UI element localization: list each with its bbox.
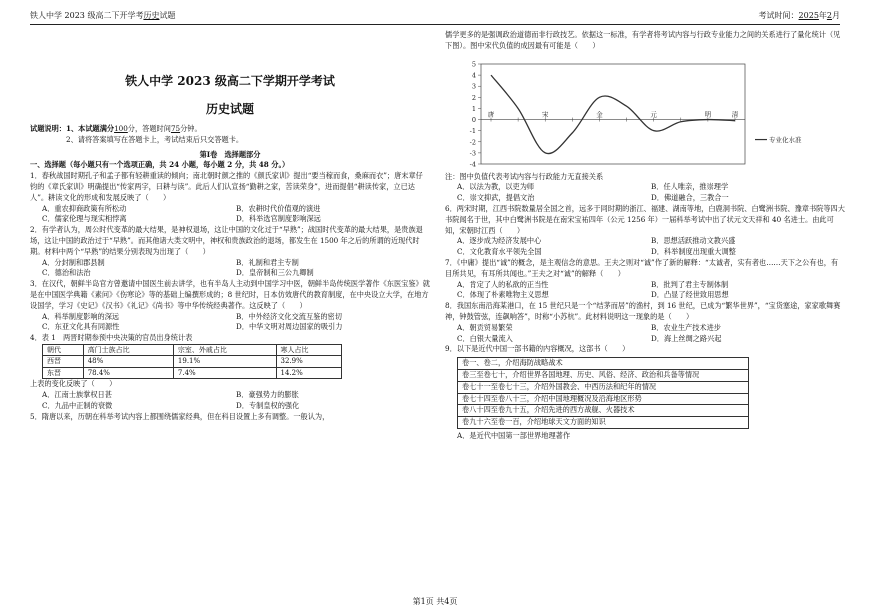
option-b: B．批判了君主专制体制 (651, 279, 729, 289)
y-tick-label: 4 (471, 71, 476, 80)
line-chart (455, 58, 815, 170)
options (445, 236, 845, 258)
left-column (30, 30, 430, 423)
option-b: B．礼制和君主专制 (236, 257, 299, 267)
page-header (30, 10, 840, 25)
option-a: A．朝贡贸易繁荣 (457, 322, 513, 332)
question-text: 8．我国东南沿海某港口，在 15 世纪只是一个“结茅而居”的渔村，到 16 世纪，已成为“繁华世界”，“宝货塞途，家家歌舞赛神，钟鼓管弦，连飙响答”，时称“小苏杭”。此材料说明这一现象的是（ ） (445, 301, 841, 321)
y-tick-label: 0 (471, 115, 476, 124)
options (445, 182, 845, 204)
section-intro: 一、选择题（每小题只有一个选项正确，共 24 小题，每小题 2 分，共 48 分。） (30, 160, 290, 170)
y-tick-label: 1 (471, 104, 476, 113)
header-school: 铁人中学 2023 级高二下开学考 (30, 11, 144, 20)
page-footer: 第1页 共4页 (412, 597, 458, 606)
option-d: D．科举制度出现重大调整 (651, 247, 736, 257)
option-d: D．皇帝制和三公九卿制 (236, 268, 314, 278)
option-a: A．逐步成为经济发展中心 (457, 236, 542, 246)
exam-note-1 (30, 124, 430, 135)
book-row: 卷七十一至卷七十三，介绍外国教会、中西历法和纪年的情况 (458, 382, 748, 394)
question-text: 1．春秋战国时期孔子和孟子都有轻耕重读的倾向；南北朝时颜之推的《颜氏家训》提出“要当稼而食，桑麻而衣”；唐末章仔钧的《章氏家训》明确提出“传家两字，曰耕与读”。此后人们认宣扬“勤耕之家，苦读荣身”，进而提倡“耕读传家，立已达人”。耕读文化的形成和发展反映了（ ） (30, 171, 423, 202)
question-text: 9．以下是近代中国一部书籍的内容概况，这部书（ ） (445, 344, 630, 354)
question-2 (30, 225, 430, 279)
table-header: 朝代 (43, 344, 84, 356)
x-tick-label: 唐 (487, 110, 495, 119)
option-b: B．豪强势力的膨胀 (236, 390, 299, 400)
option-b: B．任人唯亲，推崇理学 (651, 182, 729, 192)
table-header: 寒人占比 (276, 344, 341, 356)
y-tick-label: -1 (469, 126, 476, 135)
question-3 (30, 279, 430, 333)
question-5-cont: 儒学更多的是强调政治道德而非行政技艺。依据这一标准，有学者将考试内容与行政专业能力之间的关系进行了量化统计（见下图）。图中宋代负值的成因最有可能是（ ） (445, 30, 841, 50)
header-time-label: 考试时间： (758, 11, 799, 20)
y-tick-label: -4 (469, 160, 476, 169)
option-d: D．科举选官制度影响深远 (236, 214, 321, 224)
option-a: A．以法为教，以吏为师 (457, 182, 535, 192)
question-4 (30, 333, 430, 412)
table-cell: 7.4% (173, 367, 276, 379)
question-1 (30, 171, 430, 225)
x-tick-label: 金 (596, 110, 603, 119)
options (30, 312, 430, 334)
book-row: 卷七十四至卷八十三，介绍中国地理概况及沿海地区形势 (458, 394, 748, 406)
x-tick-label: 元 (650, 110, 657, 119)
header-suffix: 试题 (159, 11, 176, 20)
note-mid: 分，答题时间 (127, 124, 171, 133)
option-a: A．是近代中国第一部世界地理著作 (457, 430, 571, 440)
book-row: 卷一、卷二，介绍海防战略战术 (458, 358, 748, 370)
option-c: C．儒家伦理与现实相悖离 (42, 214, 127, 224)
book-row: 卷三至卷七十，介绍世界各国地理、历史、风俗、经济、政治和兵备等情况 (458, 370, 748, 382)
table-cell: 东晋 (43, 367, 84, 379)
options (30, 204, 430, 226)
note-prefix: 试题说明：1、本试题满分 (30, 124, 115, 133)
header-right (759, 10, 840, 22)
table-cell: 78.4% (83, 367, 173, 379)
question-9 (445, 344, 845, 441)
option-c: C．文化教育水平领先全国 (457, 247, 542, 257)
x-tick-label: 宋 (541, 110, 549, 119)
question-text: 上表的变化反映了（ ） (30, 379, 117, 389)
option-a: A．重农抑商政策有所松动 (42, 203, 127, 213)
exam-subtitle: 历史试题 (205, 102, 254, 116)
option-c: C．白银大量流入 (457, 333, 513, 343)
option-b: B．农耕时代价值观的演进 (236, 203, 321, 213)
header-year: 2025 (798, 11, 819, 20)
table-header: 高门士族占比 (83, 344, 173, 356)
table-cell: 48% (83, 356, 173, 368)
table-row (43, 356, 342, 368)
option-d: D．海上丝绸之路兴起 (651, 333, 722, 343)
header-year-suffix: 年 (818, 11, 827, 20)
table-cell: 19.1% (173, 356, 276, 368)
option-b: B．中外经济文化交流互鉴的密切 (236, 311, 342, 321)
option-b: B．农业生产技术进步 (651, 322, 721, 332)
question-text: 3．在汉代，朝鲜半岛官方曾邀请中国医生前去讲学，也有半岛人主动到中国学习中医，朝鲜半岛传统医学著作《东医宝鉴》就是在中国医学典籍《素问》《伤寒论》等的基础上编撰形成的；8 世纪时，日本仿效唐代的教育制度，在中央设立大学，在地方设国学，学习《史记》《汉书》《礼记》《尚书》等中华传统经典著作。这反映了（ ） (30, 279, 430, 310)
exam-title: 铁人中学 2023 级高二下学期开学考试 (125, 74, 335, 88)
exam-note-2: 2、请将答案填写在答题卡上，考试结束后只交答题卡。 (66, 134, 244, 144)
option-d: D．专制皇权的强化 (236, 401, 300, 411)
option-a: A．江南士族掌权日甚 (42, 390, 112, 400)
note-time: 75 (170, 124, 181, 133)
question-6 (445, 204, 845, 258)
option-a: A．肯定了人的私欲的正当性 (457, 279, 549, 289)
question-7 (445, 258, 845, 301)
question-8 (445, 301, 845, 344)
header-left (30, 10, 175, 22)
options (445, 323, 845, 345)
option-c: C．东亚文化具有同源性 (42, 322, 120, 332)
option-b: B．思想活跃推动文教兴盛 (651, 236, 736, 246)
option-c: C．九品中正制的衰微 (42, 401, 113, 411)
table-header-row (43, 344, 342, 356)
table-cell: 32.9% (276, 356, 341, 368)
option-d: D．佛道融合，三教合一 (651, 193, 729, 203)
option-a: A．分封制和郡县制 (42, 257, 105, 267)
options (30, 390, 430, 412)
option-c: C．体现了朴素唯物主义思想 (457, 290, 549, 300)
header-month-suffix: 月 (832, 11, 840, 20)
option-d: D．中华文明对周边国家的吸引力 (236, 322, 343, 332)
chart-note: 注：图中负值代表考试内容与行政能力无直接关系 (445, 171, 604, 181)
option-a: A．科举制度影响的深远 (42, 311, 120, 321)
question-text: 6．两宋时期，江西书院数量居全国之首，远多于同时期的浙江、福建、湖南等地，白鹿洞书院、白鹭洲书院、豫章书院等四大书院闻名于世，其中白鹭洲书院是在南宋宝祐四年（公元 1256 年）一届科举考试中出了状元文天祥和 40 名进士。由此可知，宋朝时江西（ ） (445, 203, 845, 235)
legend-label: 专业化水准 (769, 135, 802, 144)
header-month: 2 (826, 11, 832, 20)
y-tick-label: -3 (469, 148, 476, 157)
y-tick-label: 5 (471, 60, 476, 69)
question-text: 4．表 1 两晋时期参预中央决策的官员出身统计表 (30, 333, 193, 343)
table-row (43, 367, 342, 379)
section-title: 第Ⅰ卷 选择题部分 (199, 149, 261, 159)
table-cell: 西晋 (43, 356, 84, 368)
options (30, 258, 430, 280)
book-contents-box (457, 357, 749, 429)
question-5-start: 5．隋唐以来，历朝在科举考试内容上都围绕儒家经典，但在科目设置上多有调整。一般认为， (30, 411, 330, 421)
option-c: C．崇文抑武，提倡文治 (457, 193, 535, 203)
book-row: 卷九十六至卷一百，介绍地球天文方面的知识 (462, 417, 606, 427)
table-header: 宗室、外戚占比 (173, 344, 276, 356)
series-line (491, 75, 735, 153)
header-subject: 历史 (143, 11, 160, 20)
note-score: 100 (114, 124, 128, 133)
note-suffix: 分钟。 (180, 124, 202, 133)
option-c: C．德治和法治 (42, 268, 91, 278)
official-origin-table (42, 344, 342, 380)
y-tick-label: 3 (471, 82, 476, 91)
book-row: 卷八十四至卷九十五，介绍先进的西方战舰、火器技术 (458, 405, 748, 417)
right-column (445, 30, 845, 442)
option-d: D．凸显了经世致用思想 (651, 290, 729, 300)
table-cell: 14.2% (276, 367, 341, 379)
y-tick-label: -2 (469, 137, 476, 146)
x-tick-label: 清 (731, 110, 739, 119)
options (445, 280, 845, 302)
y-tick-label: 2 (471, 93, 476, 102)
question-text: 7．《中庸》提出“诚”的概念，是主观信念的意思。王夫之则对“诚”作了新的解释：“太诚者，实有者也……天下之公有也，有目所共见，有耳所共闻也。”王夫之对“诚”的解释（ ） (445, 257, 839, 278)
question-text: 2．有学者认为，周公时代变革的最大结果，是神权退场，这让中国的文化过于“早熟”；战国时代变革的最大结果，是贵族退场，这让中国的政治过于“早熟”。而其他诸大类文明中，神权和贵族政治的退场，都发生在 1500 年之后的所谓的近现代时期。材料中两个“早熟”的结果分别表现为出现了（ ） (30, 225, 423, 256)
x-tick-label: 明 (704, 110, 712, 119)
